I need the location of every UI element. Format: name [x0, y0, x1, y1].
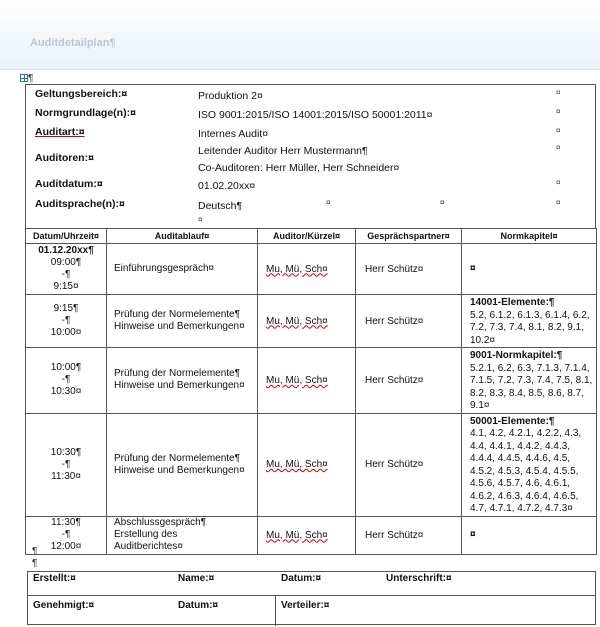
paragraph-mark: ¶ [28, 73, 34, 84]
header-auditor: Auditor/Kürzel¤ [258, 229, 356, 244]
norm-text: 5.2.1, 6.2, 6.3, 7.1.3, 7.1.4, 7.1.5, 7.2, 7.3, 7.4, 7.5, 8.1, 8.2, 8.3, 8.4, 8.5, 8.6, 8.7, 9.1¤ [470, 362, 593, 411]
norm-cell[interactable] [462, 516, 597, 554]
time-end: 11:30¤ [51, 470, 81, 482]
ablauf-text: Hinweise und Bemerkungen¤ [114, 464, 245, 476]
auditoren-value-line2[interactable]: Co-Auditoren: Herr Müller, Herr Schneider¤ [198, 162, 400, 174]
move-handle-icon[interactable] [20, 74, 28, 82]
auditsprache-value[interactable]: Deutsch¶ [198, 200, 243, 212]
auditoren-value-line1[interactable]: Leitender Auditor Herr Mustermann¶ [198, 145, 368, 157]
time-cell[interactable] [26, 295, 107, 348]
partner-text: Herr Schütz¤ [365, 263, 424, 275]
page-header [0, 0, 600, 70]
time-end: 10:30¤ [50, 386, 82, 398]
cell-end-mark: ¤ [556, 126, 561, 135]
time-sep: -¶ [61, 315, 71, 326]
partner-text: Herr Schütz¤ [365, 459, 424, 470]
time-end: 10:00¤ [50, 327, 82, 338]
auditor-cell[interactable] [258, 348, 356, 414]
header-datum: Datum/Uhrzeit¤ [26, 229, 107, 244]
erstellt-label[interactable]: Erstellt:¤ [33, 573, 76, 584]
partner-text: Herr Schütz¤ [365, 315, 424, 327]
partner-cell[interactable] [356, 516, 462, 554]
ablauf-text: Prüfung der Normelemente¶ [114, 452, 240, 464]
geltungsbereich-label: Geltungsbereich:¤ [35, 88, 128, 100]
partner-cell[interactable] [356, 244, 462, 295]
time-start: 9:15¶ [53, 303, 79, 314]
time-end: 12:00¤ [50, 541, 82, 552]
cell-end-mark: ¤ [556, 107, 561, 116]
norm-heading: 9001-Normkapitel:¶ [470, 350, 563, 361]
auditor-text: Mu, Mü, Sch¤ [266, 263, 328, 275]
page-title: Auditdetailplan¶ [30, 37, 116, 49]
paragraph-mark: ¶ [32, 558, 38, 569]
table-row [26, 295, 597, 348]
time-cell[interactable] [26, 413, 107, 516]
datum-label[interactable]: Datum:¤ [178, 600, 219, 611]
time-start: 11:30¶ [51, 517, 81, 528]
normgrundlage-value[interactable]: ISO 9001:2015/ISO 14001:2015/ISO 50001:2011¤ [198, 109, 433, 121]
time-sep: -¶ [61, 269, 71, 280]
ablauf-text: Auditberichtes¤ [114, 541, 183, 552]
ablauf-text: Abschlussgespräch¶ [114, 517, 207, 528]
cell-mark: ¤ [198, 215, 203, 224]
ablauf-cell[interactable] [107, 348, 258, 414]
geltungsbereich-value[interactable]: Produktion 2¤ [198, 90, 263, 102]
auditor-text: Mu, Mü, Sch¤ [266, 529, 328, 541]
cell-end-mark: ¤ [556, 143, 561, 152]
time-start: 10:30¶ [50, 446, 82, 458]
cell-mark: ¤ [440, 198, 445, 207]
table-row [26, 413, 597, 516]
norm-text: 4.1, 4.2, 4.2.1, 4.2.2, 4.3, 4.4, 4.4.1, 4.4.2, 4.4.3, 4.4.4, 4.4.5, 4.4.6, 4.5, 4.5.2, 4.5.3, 4.5.4, 4.5.5, 4.5.6, 4.5.7, 4.6, 4.6.1, 4.6.2, 4.6.3, 4.6.4, 4.6.5, 4.7, 4.7.1, 4.7.2, 4.7.3¤ [470, 428, 582, 514]
auditor-cell[interactable] [258, 295, 356, 348]
auditsprache-label: Auditsprache(n):¤ [35, 198, 125, 210]
norm-heading: 50001-Elemente:¶ [470, 415, 555, 427]
cell-mark: ¤ [326, 198, 331, 207]
ablauf-text: Prüfung der Normelemente¶ [114, 309, 240, 320]
table-header-row [26, 229, 597, 244]
partner-text: Herr Schütz¤ [365, 374, 424, 386]
partner-cell[interactable] [356, 413, 462, 516]
cell-end-mark: ¤ [556, 198, 561, 207]
norm-text: ¤ [470, 262, 476, 274]
auditor-cell[interactable] [258, 516, 356, 554]
auditor-cell[interactable] [258, 244, 356, 295]
partner-cell[interactable] [356, 295, 462, 348]
table-anchor[interactable] [20, 73, 33, 84]
norm-cell[interactable] [462, 413, 597, 516]
ablauf-text: Hinweise und Bemerkungen¤ [114, 321, 245, 332]
time-start: 09:00¶ [50, 257, 82, 268]
table-row [26, 516, 597, 554]
paragraph-mark: ¶ [32, 546, 38, 557]
auditor-cell[interactable] [258, 413, 356, 516]
header-partner: Gesprächspartner¤ [356, 229, 462, 244]
ablauf-text: Einführungsgespräch¤ [114, 263, 215, 274]
norm-text: ¤ [470, 528, 476, 540]
header-norm: Normkapitel¤ [462, 229, 597, 244]
table-row [26, 244, 597, 295]
normgrundlage-label: Normgrundlage(n):¤ [35, 107, 136, 119]
unterschrift-label[interactable]: Unterschrift:¤ [386, 573, 452, 584]
time-start: 10:00¶ [50, 362, 82, 374]
cell-end-mark: ¤ [556, 88, 561, 97]
header-ablauf: Auditablauf¤ [107, 229, 258, 244]
footer-table [27, 571, 596, 625]
footer-divider [28, 595, 595, 596]
ablauf-text: Erstellung des [114, 529, 178, 540]
verteiler-label[interactable]: Verteiler:¤ [281, 600, 330, 611]
norm-text: 5.2, 6.1.2, 6.1.3, 6.1.4, 6.2, 7.2, 7.3, 7.4, 8.1, 8.2, 9.1, 10.2¤ [470, 309, 590, 346]
norm-cell[interactable] [462, 244, 597, 295]
genehmigt-label[interactable]: Genehmigt:¤ [33, 600, 95, 611]
ablauf-cell[interactable] [107, 295, 258, 348]
ablauf-text: Hinweise und Bemerkungen¤ [114, 380, 245, 392]
partner-cell[interactable] [356, 348, 462, 414]
info-table [25, 84, 596, 228]
auditdatum-label: Auditdatum:¤ [35, 178, 103, 190]
norm-cell[interactable] [462, 348, 597, 414]
auditor-text: Mu, Mü, Sch¤ [266, 374, 328, 386]
name-label[interactable]: Name:¤ [178, 573, 215, 584]
date-text: 01.12.20xx¶ [38, 245, 94, 256]
ablauf-cell[interactable] [107, 413, 258, 516]
audit-plan-table [25, 228, 597, 555]
ablauf-text: Prüfung der Normelemente¶ [114, 368, 240, 380]
time-sep: -¶ [61, 529, 71, 540]
norm-heading: 14001-Elemente:¶ [470, 297, 555, 308]
auditdatum-value[interactable]: 01.02.20xx¤ [198, 180, 256, 192]
auditoren-label: Auditoren:¤ [35, 152, 94, 164]
partner-text: Herr Schütz¤ [365, 529, 424, 541]
time-sep: -¶ [61, 458, 71, 470]
time-cell[interactable] [26, 244, 107, 295]
time-cell[interactable] [26, 516, 107, 554]
auditor-text: Mu, Mü, Sch¤ [266, 459, 328, 470]
footer-divider [275, 596, 276, 626]
datum-label[interactable]: Datum:¤ [281, 573, 322, 584]
time-sep: -¶ [61, 374, 71, 386]
ablauf-cell[interactable] [107, 244, 258, 295]
norm-cell[interactable] [462, 295, 597, 348]
auditart-label: Auditart:¤ [35, 126, 85, 138]
table-row [26, 348, 597, 414]
ablauf-cell[interactable] [107, 516, 258, 554]
time-cell[interactable] [26, 348, 107, 414]
auditor-text: Mu, Mü, Sch¤ [266, 315, 328, 327]
auditart-value[interactable]: Internes Audit¤ [198, 128, 269, 140]
cell-end-mark: ¤ [556, 178, 561, 187]
time-end: 9:15¤ [53, 281, 79, 292]
